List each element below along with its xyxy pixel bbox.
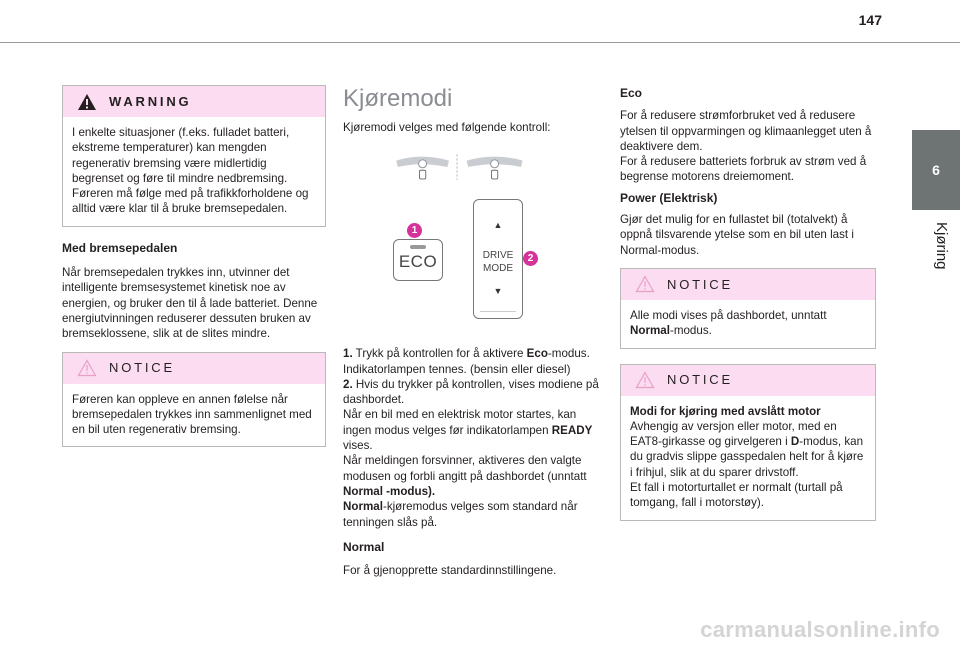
notice-2-text-a: Avhengig av versjon eller motor, med en EAT8-girkasse og girvelgeren i xyxy=(630,419,837,449)
notice-1-text-c: -modus. xyxy=(669,324,712,338)
page-number: 147 xyxy=(858,12,882,28)
notice-title-right-1: NOTICE xyxy=(667,276,733,292)
step-2-number: 2. xyxy=(343,377,353,391)
notice-title-right-2: NOTICE xyxy=(667,372,733,388)
step-1 xyxy=(343,346,601,361)
notice-triangle-icon xyxy=(635,275,655,293)
power-text: Gjør det mulig for en fullastet bil (totalvekt) å oppnå tilsvarende ytelse som en bil uten last i Normal-modus. xyxy=(620,213,854,257)
drive-mode-switch[interactable] xyxy=(473,199,523,319)
ready-text-a: Når en bil med en elektrisk motor startes, kan ingen modus velges før indikatorlampen xyxy=(343,408,577,437)
notice-2-d: D xyxy=(790,435,800,449)
notice-header-right-2 xyxy=(621,365,875,396)
notice-box-right-1 xyxy=(620,268,876,349)
step-2 xyxy=(343,377,601,408)
step-1-line2: Indikatorlampen tennes. (bensin eller diesel) xyxy=(343,362,571,376)
left-column xyxy=(62,85,326,447)
notice-2-heading xyxy=(630,404,866,419)
brake-pedal-paragraph: Når bremsepedalen trykkes inn, utvinner det intelligente bremsesystemet kinetisk noe av energien, og bruker den til å lade batteriet. Denne energiutvinningen reduserer dessuten bruken av bremseklossene, slik at de slites mindre. xyxy=(62,266,318,341)
callout-2: 2 xyxy=(523,251,538,266)
eco-label: ECO xyxy=(398,252,438,272)
notice-2-text-d: Et fall i motorturtallet er normalt (turtall på tomgang, fall i motorstøy). xyxy=(630,481,843,510)
chapter-tab[interactable] xyxy=(912,130,960,210)
eco-button[interactable] xyxy=(393,239,443,281)
notice-text-right-1 xyxy=(630,308,866,339)
middle-column xyxy=(343,85,601,578)
step-1-number: 1. xyxy=(343,347,353,361)
notice-box-right-2 xyxy=(620,364,876,521)
normal-text: For å gjenopprette standardinnstillingene. xyxy=(343,564,557,578)
step-1-eco: Eco xyxy=(526,347,548,361)
brake-pedal-heading: Med bremsepedalen xyxy=(62,240,178,255)
default-mode-rest: -kjøremodus velges som standard når tenningen slås på. xyxy=(343,500,578,529)
switch-bottom-line xyxy=(480,311,516,312)
drive-mode-up-arrow: ▲ xyxy=(493,220,503,231)
drive-mode-label-1: DRIVE xyxy=(482,250,514,262)
chapter-title: Kjøring xyxy=(933,222,950,270)
step-2-text: Hvis du trykker på kontrollen, vises modiene på dashbordet. xyxy=(343,377,599,407)
ready-text-b: vises. xyxy=(343,439,373,453)
notice-triangle-icon xyxy=(77,359,97,377)
eco-heading: Eco xyxy=(620,86,643,100)
notice-title-left: NOTICE xyxy=(109,360,175,376)
right-column xyxy=(620,86,876,521)
notice-1-text-a: Alle modi vises på dashbordet, unntatt xyxy=(630,308,827,322)
step-1-text-a: Trykk på kontrollen for å aktivere xyxy=(352,347,527,361)
header-rule xyxy=(0,42,960,43)
ready-text xyxy=(343,407,601,453)
notice-box-left xyxy=(62,352,326,448)
watermark-logo: carmanualsonline.info xyxy=(700,617,940,642)
notice-header-left xyxy=(63,353,325,384)
intro-text: Kjøremodi velges med følgende kontroll: xyxy=(343,121,551,134)
notice-1-normal: Normal xyxy=(630,324,670,338)
normal-mode-exception: Normal -modus). xyxy=(343,484,436,498)
warning-header xyxy=(63,86,325,117)
steering-wheel-hands-icon xyxy=(393,147,553,187)
warning-title: WARNING xyxy=(109,93,192,109)
warning-triangle-icon xyxy=(77,93,97,111)
step-1-text-c: -modus. xyxy=(547,347,590,361)
chapter-number: 6 xyxy=(932,162,940,178)
warning-text: I enkelte situasjoner (f.eks. fulladet batteri, ekstreme temperaturer) kan mengden regenerativ bremsing være midlertidig begrenset og føre til mindre nedbremsing. Føreren må følge med på trafikkforholdene og alltid være klar til å bruke bremsepedalen. xyxy=(72,126,309,216)
eco-text-1: For å redusere strømforbruket ved å redusere ytelsen til oppvarmingen og klimaanlegget uten å deaktivere dem. xyxy=(620,109,872,153)
eco-text-2: For å redusere batteriets forbruk av strøm ved å begrense motorens dreiemoment. xyxy=(620,155,867,184)
notice-triangle-icon xyxy=(635,371,655,389)
drive-mode-label-2: MODE xyxy=(483,263,513,275)
normal-word: Normal xyxy=(343,500,383,514)
eco-indicator-lamp xyxy=(410,245,426,249)
power-heading: Power (Elektrisk) xyxy=(620,190,718,205)
default-mode-text xyxy=(343,499,601,530)
notice-2-text-c: -modus, kan du gradvis slippe gasspedalen helt for å kjøre i frihjul, slik at du sparer drivstoff. xyxy=(630,435,864,479)
notice-2-heading-text: Modi for kjøring med avslått motor xyxy=(630,404,821,418)
message-text xyxy=(343,453,601,499)
callout-1: 1 xyxy=(407,223,422,238)
notice-2-text xyxy=(630,419,866,480)
notice-header-right-1 xyxy=(621,269,875,300)
section-title: Kjøremodi xyxy=(343,85,453,112)
drive-mode-down-arrow: ▼ xyxy=(493,286,503,297)
message-text-a: Når meldingen forsvinner, aktiveres den valgte modusen og forbli angitt på dashbordet (unntatt xyxy=(343,454,587,483)
drive-mode-figure xyxy=(343,147,601,332)
ready-word: READY xyxy=(551,423,593,437)
warning-box xyxy=(62,85,326,227)
normal-heading: Normal xyxy=(343,539,385,554)
notice-text-left: Føreren kan oppleve en annen følelse når bremsepedalen trykkes inn sammenlignet med en bil uten regenerativ bremsing. xyxy=(72,392,312,437)
